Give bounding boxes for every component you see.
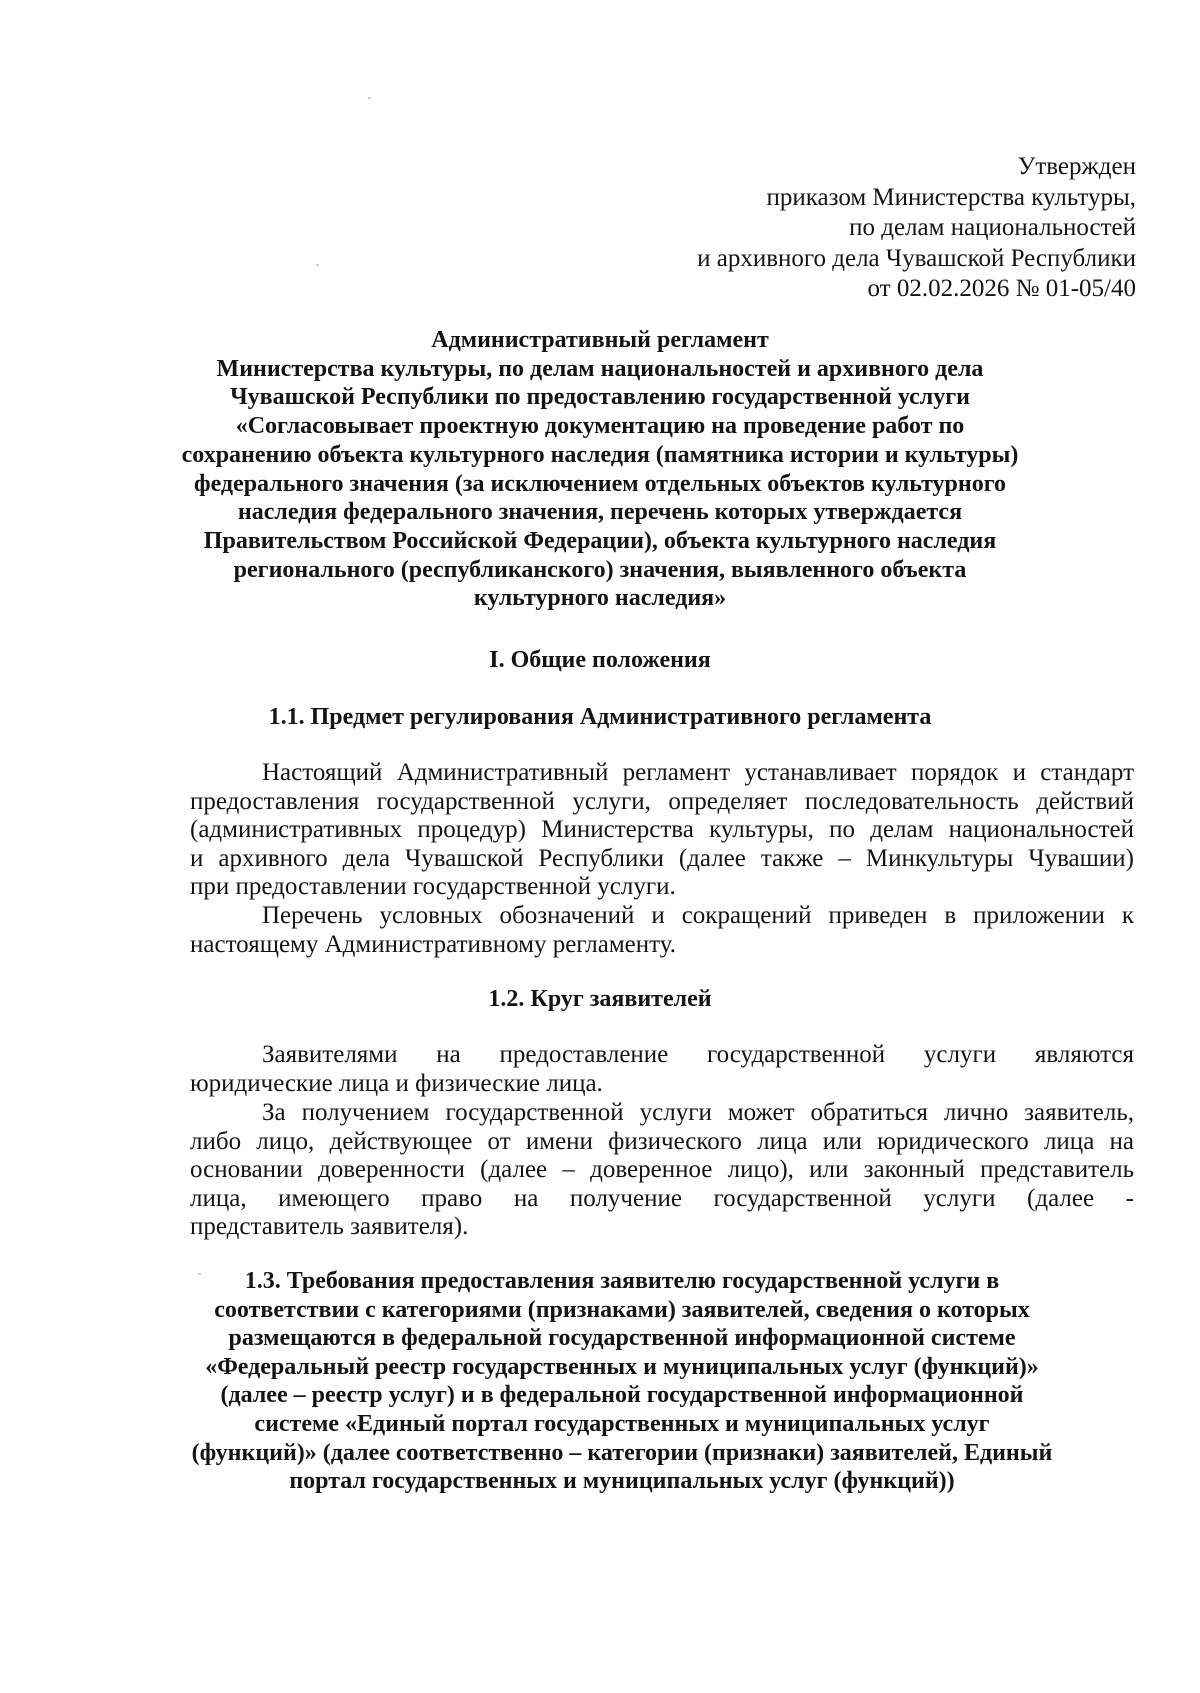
paragraph	[190, 902, 1134, 959]
heading-line: 1.3. Требования предоставления заявителю государственной услуги в	[244, 1268, 1000, 1294]
section-heading: I. Общие положения	[489, 647, 711, 673]
paragraph	[190, 759, 1134, 902]
paragraph-line: Заявителями на предоставление государственной услуги являются	[262, 1041, 1134, 1068]
approval-line: по делам национальностей	[849, 214, 1136, 241]
approval-date-line: от 02.02.2026 № 01-05/40	[867, 275, 1136, 302]
approval-stamp-block	[496, 152, 1136, 305]
title-line: федерального значения (за исключением отдельных объектов культурного	[193, 470, 1007, 497]
title-line: культурного наследия»	[473, 585, 727, 612]
heading-line: (далее – реестр услуг) и в федеральной государственной информационной	[220, 1382, 1024, 1409]
title-line: Чувашской Республики по предоставлению государственной услуги	[230, 384, 970, 411]
paragraph-line: За получением государственной услуги может обратиться лично заявитель,	[262, 1099, 1134, 1126]
approval-line: Утвержден	[1017, 153, 1136, 180]
scan-speck	[368, 97, 371, 99]
title-line: сохранению объекта культурного наследия (памятника истории и культуры)	[181, 441, 1019, 468]
paragraph-line: предоставления государственной услуги, определяет последовательность действий	[190, 787, 1134, 815]
paragraph-line: настоящему Административному регламенту.	[190, 930, 676, 958]
title-line: наследия федерального значения, перечень которых утверждается	[237, 499, 963, 526]
heading-line: (функций)» (далее соответственно – категории (признаки) заявителей, Единый	[191, 1439, 1053, 1466]
paragraph-line: юридические лица и физические лица.	[190, 1069, 603, 1097]
approval-line: и архивного дела Чувашской Республики	[697, 244, 1136, 272]
heading-line: системе «Единый портал государственных и муниципальных услуг	[254, 1410, 990, 1437]
paragraph-line: (административных процедур) Министерства культуры, по делам национальностей	[190, 816, 1134, 843]
paragraph-line: лица, имеющего право на получение государственной услуги (далее -	[190, 1184, 1134, 1212]
subsection-heading-multiline	[150, 1267, 1094, 1496]
heading-line: портал государственных и муниципальных услуг (функций))	[289, 1468, 955, 1495]
title-line: «Согласовывает проектную документацию на проведение работ по	[235, 413, 965, 440]
document-title	[150, 326, 1050, 613]
heading-line: соответствии с категориями (признаками) заявителей, сведения о которых	[214, 1296, 1030, 1323]
approval-line: приказом Министерства культуры,	[766, 183, 1136, 211]
title-line: регионального (республиканского) значения, выявленного объекта	[233, 556, 967, 583]
subsection-heading: 1.2. Круг заявителей	[488, 986, 712, 1012]
subsection-heading: 1.1. Предмет регулирования Административного регламента	[268, 704, 932, 730]
paragraph-line: Настоящий Административный регламент устанавливает порядок и стандарт	[262, 759, 1134, 786]
paragraph	[190, 1041, 1134, 1098]
paragraph-line: либо лицо, действующее от имени физического лица или юридического лица на	[190, 1127, 1134, 1155]
heading-line: размещаются в федеральной государственной информационной системе	[228, 1325, 1016, 1352]
title-line: Министерства культуры, по делам национальностей и архивного дела	[216, 355, 984, 382]
title-line: Административный регламент	[431, 327, 769, 353]
heading-line: «Федеральный реестр государственных и муниципальных услуг (функций)»	[205, 1353, 1039, 1380]
title-line: Правительством Российской Федерации), объекта культурного наследия	[203, 527, 997, 554]
scan-speck	[316, 264, 319, 266]
paragraph-line: при предоставлении государственной услуги.	[190, 873, 676, 900]
paragraph-line: Перечень условных обозначений и сокращений приведен в приложении к	[262, 902, 1134, 929]
paragraph-line: основании доверенности (далее – доверенное лицо), или законный представитель	[190, 1156, 1134, 1183]
paragraph	[190, 1099, 1134, 1242]
paragraph-line: и архивного дела Чувашской Республики (далее также – Минкультуры Чувашии)	[190, 844, 1134, 872]
paragraph-line: представитель заявителя).	[190, 1213, 469, 1240]
